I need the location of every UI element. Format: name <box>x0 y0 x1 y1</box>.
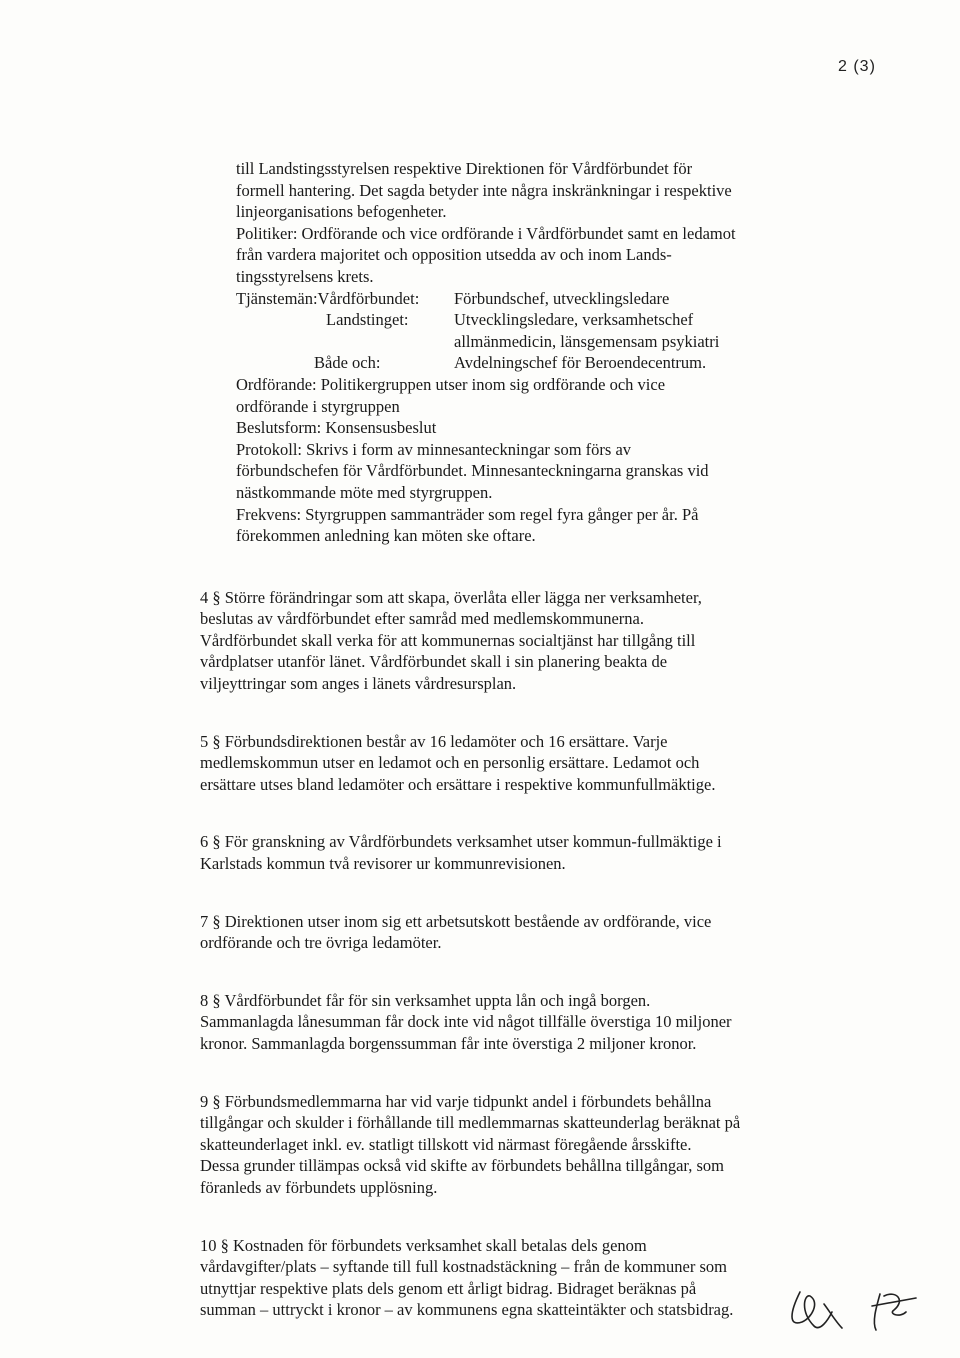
text-line: 6 § För granskning av Vårdförbundets verksamhet utser kommun-fullmäktige i <box>200 832 722 852</box>
section-6 <box>200 831 790 874</box>
officials-table <box>236 288 826 374</box>
section-9 <box>200 1091 790 1199</box>
text-line: kronor. Sammanlagda borgenssumman får inte överstiga 2 miljoner kronor. <box>200 1034 697 1053</box>
text-line: 8 § Vårdförbundet får för sin verksamhet uppta lån och ingå borgen. <box>200 990 651 1010</box>
text-line: tillgångar och skulder i förhållande till medlemmarnas skatteunderlag beräknat på <box>200 1113 741 1133</box>
text-line: Vårdförbundet skall verka för att kommunernas socialtjänst har tillgång till <box>200 630 696 650</box>
text-line: 4 § Större förändringar som att skapa, överlåta eller lägga ner verksamheter, <box>200 587 702 607</box>
text-line: 7 § Direktionen utser inom sig ett arbetsutskott bestående av ordförande, vice <box>200 911 712 931</box>
text-line: från vardera majoritet och opposition utsedda av och inom Lands- <box>236 245 672 265</box>
text-line: Sammanlagda lånesumman får dock inte vid något tillfälle överstiga 10 miljoner <box>200 1012 732 1032</box>
text-line: Ordförande: Politikergruppen utser inom sig ordförande och vice <box>236 374 666 394</box>
text-line: Protokoll: Skrivs i form av minnesanteckningar som förs av <box>236 439 632 459</box>
text-line: formell hantering. Det sagda betyder inte några inskränkningar i respektive <box>236 180 732 200</box>
document-body <box>200 158 826 1321</box>
text-line: förekommen anledning kan möten ske oftare. <box>236 526 536 546</box>
text-line: till Landstingsstyrelsen respektive Direktionen för Vårdförbundet för <box>236 159 693 178</box>
text-line: 5 § Förbundsdirektionen består av 16 ledamöter och 16 ersättare. Varje <box>200 731 668 751</box>
text-line: 9 § Förbundsmedlemmarna har vid varje tidpunkt andel i förbundets behållna <box>200 1091 712 1111</box>
text-line: Politiker: Ordförande och vice ordförande i Vårdförbundet samt en ledamot <box>236 223 736 243</box>
text-line: nästkommande möte med styrgruppen. <box>236 482 493 502</box>
officials-value: Utvecklingsledare, verksamhetschef <box>454 310 694 330</box>
section-7 <box>200 911 790 954</box>
section-8 <box>200 990 790 1055</box>
officials-key: Landstinget: <box>326 310 409 330</box>
text-line: Karlstads kommun två revisorer ur kommunrevisionen. <box>200 854 566 874</box>
section-4 <box>200 587 790 695</box>
text-line: utnyttjar respektive plats dels genom ett årligt bidrag. Bidraget beräknas på <box>200 1278 697 1298</box>
officials-value: Förbundschef, utvecklingsledare <box>454 288 670 308</box>
text-line: föranleds av förbundets upplösning. <box>200 1177 438 1197</box>
text-line: skatteunderlaget inkl. ev. statligt tillskott vid närmast föregående årsskifte. <box>200 1134 692 1154</box>
text-line: 10 § Kostnaden för förbundets verksamhet skall betalas dels genom <box>200 1235 647 1255</box>
text-line: ersättare utses bland ledamöter och ersättare i respektive kommunfullmäktige. <box>200 774 716 794</box>
officials-value: Avdelningschef för Beroendecentrum. <box>454 353 707 373</box>
section-10 <box>200 1235 790 1321</box>
text-line: viljeyttringar som anges i länets vårdresursplan. <box>200 674 517 694</box>
handwritten-initials <box>780 1282 940 1342</box>
text-line: vårdplatser utanför länet. Vårdförbundet skall i sin planering beakta de <box>200 652 668 672</box>
officials-key <box>236 331 454 353</box>
text-line: ordförande och tre övriga ledamöter. <box>200 933 442 953</box>
page-number: 2 (3) <box>838 58 876 75</box>
text-line: tingsstyrelsens krets. <box>236 266 374 286</box>
text-line: Beslutsform: Konsensusbeslut <box>236 418 437 438</box>
rules-paragraph <box>236 374 826 547</box>
text-line: Dessa grunder tillämpas också vid skifte av förbundets behållna tillgångar, som <box>200 1156 724 1176</box>
text-line: vårdavgifter/plats – syftande till full kostnadstäckning – från de kommuner som <box>200 1257 727 1277</box>
text-line: Frekvens: Styrgruppen sammanträder som regel fyra gånger per år. På <box>236 504 699 524</box>
text-line: medlemskommun utser en ledamot och en personlig ersättare. Ledamot och <box>200 753 700 773</box>
officials-value: allmänmedicin, länsgemensam psykiatri <box>454 331 720 351</box>
text-line: förbundschefen för Vårdförbundet. Minnesanteckningarna granskas vid <box>236 461 709 481</box>
text-line: summan – uttryckt i kronor – av kommunens egna skatteintäkter och statsbidrag. <box>200 1300 734 1320</box>
intro-paragraph <box>236 158 826 288</box>
officials-key: Både och: <box>314 353 381 373</box>
officials-key: Tjänstemän:Vårdförbundet: <box>236 288 420 308</box>
text-line: linjeorganisations befogenheter. <box>236 202 447 222</box>
text-line: beslutas av vårdförbundet efter samråd med medlemskommunerna. <box>200 609 644 629</box>
section-5 <box>200 731 790 796</box>
text-line: ordförande i styrgruppen <box>236 396 400 416</box>
